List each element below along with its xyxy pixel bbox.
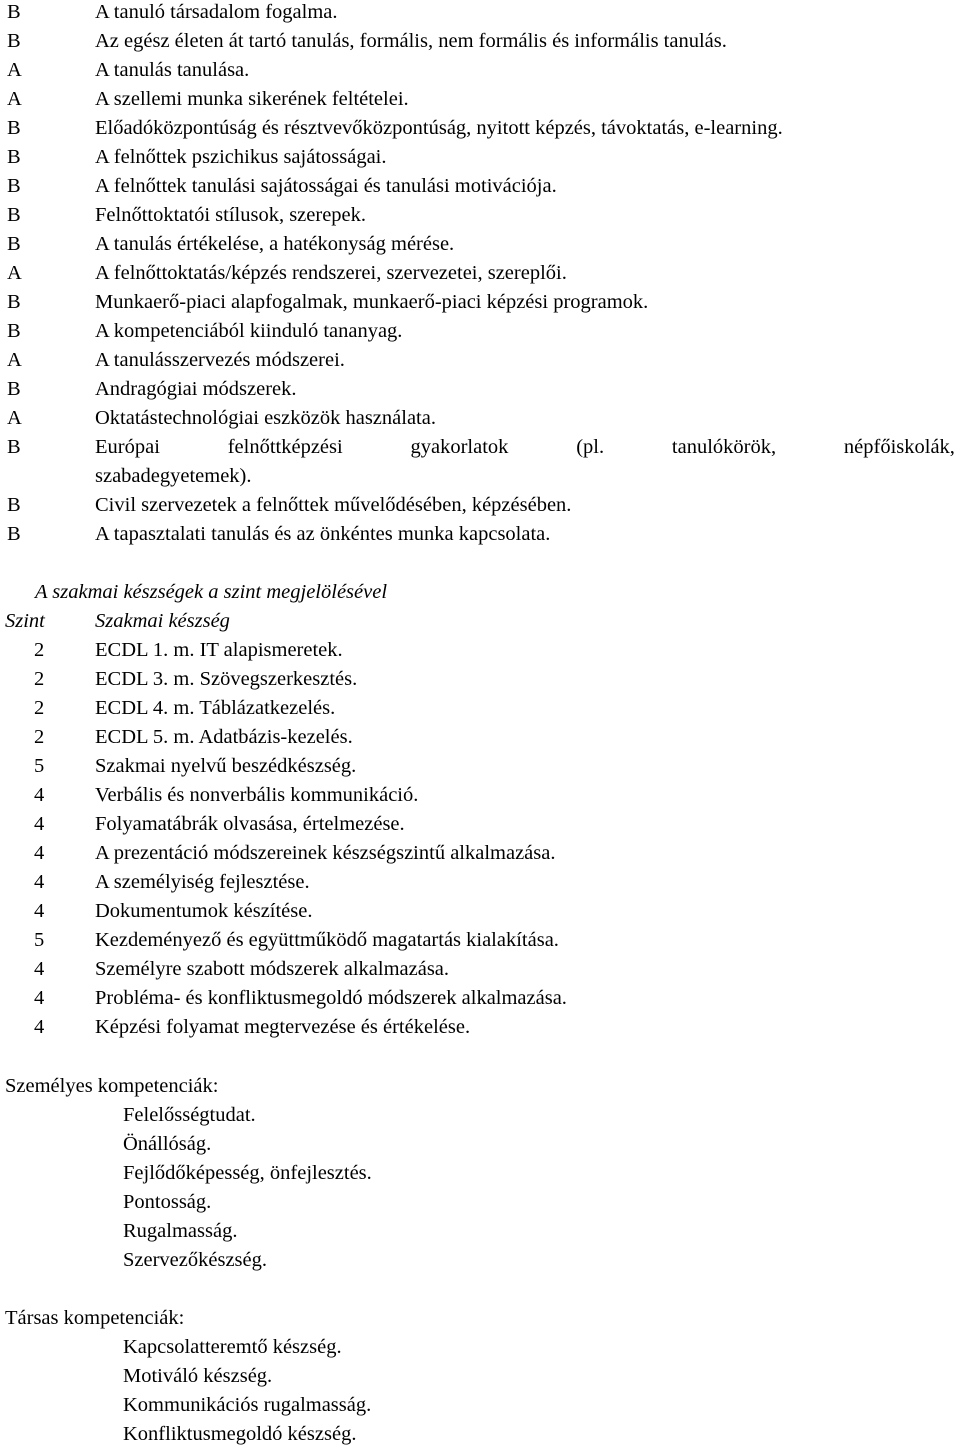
topic-text: A tanulás értékelése, a hatékonyság mérése.	[95, 233, 455, 255]
topic-code: A	[7, 262, 22, 284]
topic-text: Felnőttoktatói stílusok, szerepek.	[95, 204, 367, 226]
topic-text-justified	[95, 433, 955, 462]
competency-text: Szervezőkészség.	[123, 1249, 268, 1271]
topic-text: A szellemi munka sikerének feltételei.	[95, 88, 409, 110]
skill-text: ECDL 3. m. Szövegszerkesztés.	[95, 668, 358, 690]
table-row	[0, 752, 960, 781]
list-item	[0, 1362, 960, 1391]
list-item	[0, 520, 960, 549]
skill-text: Személyre szabott módszerek alkalmazása.	[95, 958, 450, 980]
topic-text: Civil szervezetek a felnőttek művelődésében, képzésében.	[95, 494, 572, 516]
skill-text: Képzési folyamat megtervezése és értékelése.	[95, 1016, 471, 1038]
topic-code: A	[7, 88, 22, 110]
topic-text: Munkaerő-piaci alapfogalmak, munkaerő-piaci képzési programok.	[95, 291, 649, 313]
skill-text: Probléma- és konfliktusmegoldó módszerek alkalmazása.	[95, 987, 567, 1009]
topic-text: A kompetenciából kiinduló tananyag.	[95, 320, 403, 342]
topic-code: A	[7, 407, 22, 429]
topic-code: B	[7, 204, 21, 226]
topic-text: A tapasztalati tanulás és az önkéntes munka kapcsolata.	[95, 523, 551, 545]
competency-text: Felelősségtudat.	[123, 1104, 256, 1126]
topic-code: B	[7, 1, 21, 23]
skill-level: 2	[34, 639, 45, 661]
skill-text: ECDL 5. m. Adatbázis-kezelés.	[95, 726, 353, 748]
topic-code: A	[7, 59, 22, 81]
skill-text: A személyiség fejlesztése.	[95, 871, 310, 893]
social-heading: Társas kompetenciák:	[5, 1307, 185, 1329]
list-item	[0, 1246, 960, 1275]
table-row	[0, 781, 960, 810]
topic-code: A	[7, 349, 22, 371]
table-row	[0, 868, 960, 897]
list-item	[0, 1420, 960, 1449]
topic-code: B	[7, 175, 21, 197]
list-item	[0, 491, 960, 520]
table-row	[0, 810, 960, 839]
skill-text: Kezdeményező és együttműködő magatartás kialakítása.	[95, 929, 559, 951]
topic-text: A felnőttek tanulási sajátosságai és tanulási motivációja.	[95, 175, 557, 197]
list-item	[0, 114, 960, 143]
word: népfőiskolák,	[843, 436, 955, 458]
table-row	[0, 955, 960, 984]
list-item	[0, 85, 960, 114]
list-item	[0, 1391, 960, 1420]
topic-text: szabadegyetemek).	[95, 465, 252, 487]
skill-level: 4	[34, 1016, 45, 1038]
topic-code: B	[7, 30, 21, 52]
word: tanulókörök,	[671, 436, 777, 458]
list-item	[0, 433, 960, 462]
topic-text: Az egész életen át tartó tanulás, formális, nem formális és informális tanulás.	[95, 30, 727, 52]
word: felnőttképzési	[227, 436, 343, 458]
word: Európai	[95, 436, 160, 458]
skill-text: Szakmai nyelvű beszédkészség.	[95, 755, 357, 777]
list-item	[0, 201, 960, 230]
topic-code: B	[7, 233, 21, 255]
list-item	[0, 317, 960, 346]
table-row	[0, 694, 960, 723]
list-item	[0, 56, 960, 85]
word: (pl.	[576, 436, 605, 458]
personal-heading-row	[0, 1072, 960, 1101]
skill-level: 5	[34, 755, 45, 777]
competency-text: Rugalmasság.	[123, 1220, 238, 1242]
table-row	[0, 1013, 960, 1042]
competency-text: Fejlődőképesség, önfejlesztés.	[123, 1162, 372, 1184]
skill-level: 4	[34, 900, 45, 922]
topic-text: Oktatástechnológiai eszközök használata.	[95, 407, 436, 429]
social-heading-row	[0, 1304, 960, 1333]
list-item	[0, 288, 960, 317]
skill-level: 4	[34, 958, 45, 980]
skill-level: 4	[34, 842, 45, 864]
topic-code: B	[7, 146, 21, 168]
column-header-skill: Szakmai készség	[95, 610, 230, 632]
list-item	[0, 1130, 960, 1159]
list-item	[0, 172, 960, 201]
topic-code: B	[7, 291, 21, 313]
skill-level: 4	[34, 871, 45, 893]
competency-text: Konfliktusmegoldó készség.	[123, 1423, 357, 1445]
list-item	[0, 1217, 960, 1246]
table-row	[0, 636, 960, 665]
skill-level: 2	[34, 697, 45, 719]
topic-code: B	[7, 320, 21, 342]
list-item	[0, 1159, 960, 1188]
topic-text: A tanulásszervezés módszerei.	[95, 349, 345, 371]
column-header-level: Szint	[5, 610, 45, 632]
list-item	[0, 27, 960, 56]
topic-text: A felnőttek pszichikus sajátosságai.	[95, 146, 387, 168]
topic-code: B	[7, 436, 21, 458]
list-item	[0, 1101, 960, 1130]
topic-text: A tanuló társadalom fogalma.	[95, 1, 338, 23]
table-row	[0, 926, 960, 955]
topic-code: B	[7, 117, 21, 139]
list-item	[0, 0, 960, 27]
topic-text: Előadóközpontúság és résztvevőközpontúság, nyitott képzés, távoktatás, e-learning.	[95, 117, 783, 139]
competency-text: Kapcsolatteremtő készség.	[123, 1336, 342, 1358]
competency-text: Motiváló készség.	[123, 1365, 273, 1387]
skill-text: ECDL 1. m. IT alapismeretek.	[95, 639, 343, 661]
topic-text: A tanulás tanulása.	[95, 59, 250, 81]
skill-level: 2	[34, 668, 45, 690]
list-item	[0, 230, 960, 259]
topic-code: B	[7, 494, 21, 516]
list-item	[0, 375, 960, 404]
list-item	[0, 1188, 960, 1217]
skill-text: Folyamatábrák olvasása, értelmezése.	[95, 813, 405, 835]
skills-header-row	[0, 607, 960, 636]
list-item	[0, 143, 960, 172]
list-item	[0, 1333, 960, 1362]
skill-level: 2	[34, 726, 45, 748]
skill-level: 4	[34, 813, 45, 835]
competency-text: Önállóság.	[123, 1133, 212, 1155]
word: gyakorlatok	[410, 436, 509, 458]
table-row	[0, 723, 960, 752]
list-item-continuation	[0, 462, 960, 491]
topic-code: B	[7, 523, 21, 545]
competency-text: Pontosság.	[123, 1191, 212, 1213]
list-item	[0, 346, 960, 375]
competency-text: Kommunikációs rugalmasság.	[123, 1394, 372, 1416]
personal-heading: Személyes kompetenciák:	[5, 1075, 219, 1097]
skill-text: Dokumentumok készítése.	[95, 900, 313, 922]
list-item	[0, 404, 960, 433]
table-row	[0, 897, 960, 926]
topic-text: A felnőttoktatás/képzés rendszerei, szervezetei, szereplői.	[95, 262, 567, 284]
skill-text: Verbális és nonverbális kommunikáció.	[95, 784, 419, 806]
skill-text: ECDL 4. m. Táblázatkezelés.	[95, 697, 336, 719]
skill-level: 4	[34, 987, 45, 1009]
skill-level: 5	[34, 929, 45, 951]
table-row	[0, 665, 960, 694]
skills-heading-row	[0, 578, 960, 607]
skill-text: A prezentáció módszereinek készségszintű alkalmazása.	[95, 842, 556, 864]
topic-text: Andragógiai módszerek.	[95, 378, 297, 400]
list-item	[0, 259, 960, 288]
skills-heading: A szakmai készségek a szint megjelölésével	[35, 581, 388, 603]
table-row	[0, 984, 960, 1013]
topic-code: B	[7, 378, 21, 400]
table-row	[0, 839, 960, 868]
skill-level: 4	[34, 784, 45, 806]
